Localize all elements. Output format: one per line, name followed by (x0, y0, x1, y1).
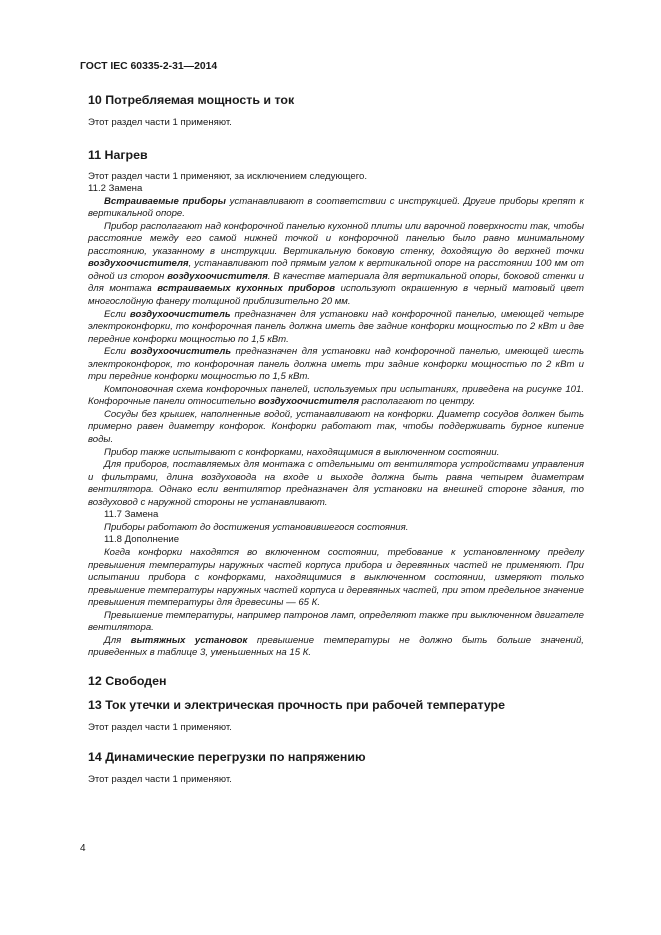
term-bold: Встраиваемые приборы (104, 195, 226, 207)
page-content (88, 92, 584, 787)
text: превышение температуры не должно быть больше значений, приведенных в таблице 3, уменьшенных на 15 К. (88, 634, 584, 659)
term-bold: встраиваемых кухонных приборов (157, 283, 336, 295)
paragraph: Для приборов, поставляемых для монтажа с отдельными от вентилятора устройствами управления и фильтрами, длина воздуховода на входе и выходе должна быть равна четырем диаметрам вентилятора. Однако если вентилятор предназначен для установки на внешней стороне здания, то воздуховод с наружной стороны не устанавливают. (88, 459, 584, 508)
text: располагают по центру. (358, 396, 476, 408)
text: Если (104, 346, 131, 358)
section-14-text: Этот раздел части 1 применяют. (88, 774, 232, 786)
term-bold: воздухоочиститель (130, 346, 232, 358)
text: Если (104, 308, 130, 320)
term-bold: воздухоочистителя (258, 396, 359, 408)
term-bold: воздухоочистителя (88, 258, 189, 270)
paragraph: Прибор также испытывают с конфорками, находящимися в выключенном состоянии. (104, 446, 500, 458)
paragraph (88, 196, 584, 221)
paragraph (88, 221, 584, 309)
subsection-11-7: 11.7 Замена (104, 509, 159, 521)
paragraph (88, 309, 584, 347)
section-13-text: Этот раздел части 1 применяют. (88, 721, 232, 733)
text: предназначен для установки над конфорочной панелью, имеющей четыре электроконфорки, то конфорочная панель должна иметь две задние конфорки мощностью по 2 кВт и две передние конфорки мощностью по 1,5 кВт. (88, 308, 584, 345)
text: , устанавливают под прямым углом к вертикальной опоре на расстоянии 100 мм от одной из сторон (88, 258, 584, 282)
term-bold: воздухоочиститель (129, 308, 231, 320)
subsection-11-8: 11.8 Дополнение (104, 534, 180, 546)
section-14-title: 14 Динамические перегрузки по напряжению (88, 750, 366, 765)
text: Для (104, 634, 131, 646)
paragraph: Приборы работают до достижения установившегося состояния. (104, 521, 409, 533)
paragraph (88, 384, 584, 409)
term-bold: вытяжных установок (130, 634, 248, 646)
section-10-text: Этот раздел части 1 применяют. (88, 117, 232, 128)
section-12-title: 12 Свободен (88, 673, 167, 688)
subsection-11-2: 11.2 Замена (88, 183, 143, 195)
section-11-intro: Этот раздел части 1 применяют, за исключением следующего. (88, 170, 368, 182)
paragraph: Сосуды без крышек, наполненные водой, устанавливают на конфорки. Диаметр сосудов должен быть примерно равен диаметру конфорок. Конфорки работают так, чтобы поддерживать бурное кипение воды. (88, 408, 584, 446)
page-number: 4 (80, 843, 86, 854)
text: Компоновочная схема конфорочных панелей, используемых при испытаниях, приведена на рисунке 101. Конфорочные панели относительно (88, 383, 584, 408)
text: Прибор располагают над конфорочной панелью кухонной плиты или варочной поверхности так, чтобы расстояние между его самой нижней точкой и конфорочной панелью было равно минимальному расстоянию, указанному в инструкции. Вертикальную боковую стенку, доходящую до верхней точки (88, 220, 584, 257)
paragraph (88, 346, 584, 384)
section-10-title: 10 Потребляемая мощность и ток (88, 93, 295, 107)
paragraph: Превышение температуры, например патронов ламп, определяют также при выключенном двигателе вентилятора. (88, 609, 584, 634)
section-13-title: 13 Ток утечки и электрическая прочность при рабочей температуре (88, 697, 506, 712)
section-11-title: 11 Нагрев (88, 147, 148, 162)
paragraph (88, 635, 584, 660)
text: используют окрашенную в черный матовый цвет многослойную фанеру толщиной приблизительно 20 мм. (88, 283, 584, 308)
term-bold: воздухоочистителя (167, 270, 268, 282)
document-header: ГОСТ IEC 60335-2-31—2014 (80, 61, 218, 72)
text: . В качестве материала для вертикальной опоры, боковой стенки и для монтажа (88, 270, 584, 295)
text: устанавливают в соответствии с инструкцией. Другие приборы крепят к вертикальной опоре. (88, 195, 584, 220)
text: предназначен для установки над конфорочной панелью, имеющей шесть электроконфорок, то конфорочная панель должна иметь три задние конфорки мощностью по 2 кВт и три передние конфорки мощностью по 1,5 кВт. (88, 346, 585, 383)
paragraph: Когда конфорки находятся во включенном состоянии, требование к установленному пределу превышения температуры наружных частей корпуса прибора и деревянных частей не применяют. При испытании прибора с конфорками, находящимися в выключенном состоянии, измеряют только превышение температуры наружных частей корпуса и деревянных частей, при этом предельное значение превышения температуры для древесины — 65 К. (88, 546, 584, 609)
